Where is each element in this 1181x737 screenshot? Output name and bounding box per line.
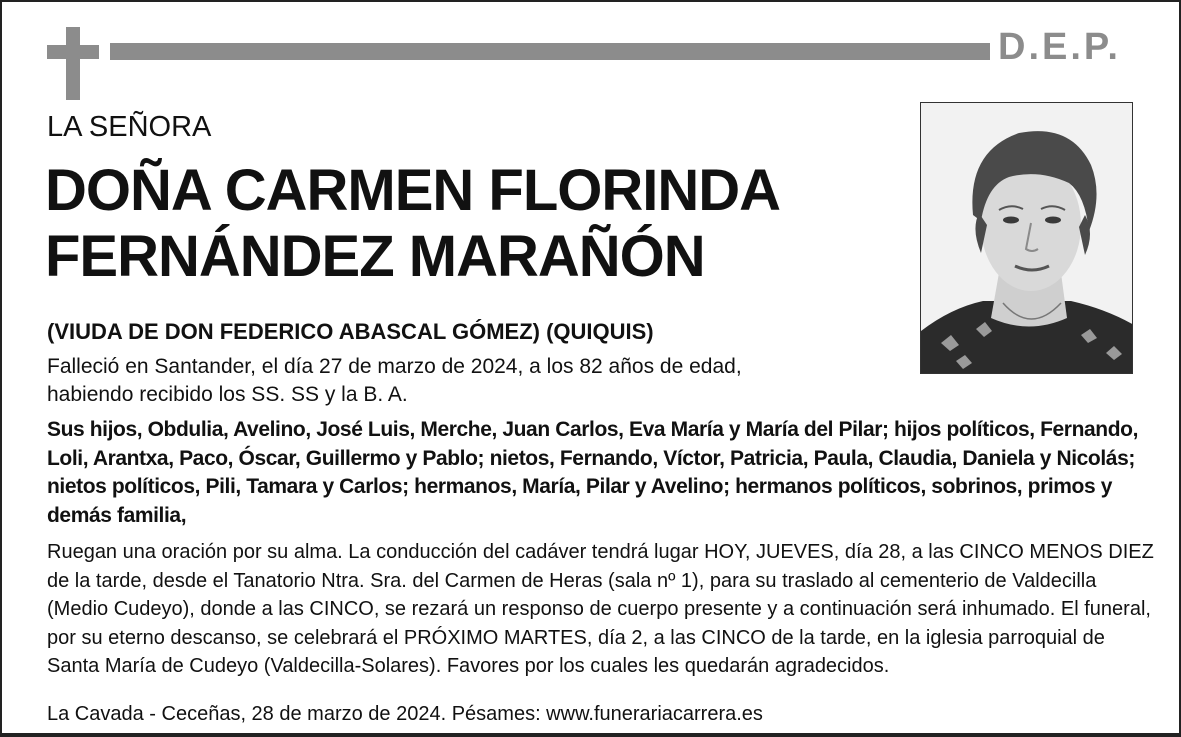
deceased-name <box>45 158 780 290</box>
portrait-image <box>921 103 1133 374</box>
funeral-details: Ruegan una oración por su alma. La conducción del cadáver tendrá lugar HOY, JUEVES, día 28, a las CINCO MENOS DIEZ de la tarde, desde el Tanatorio Ntra. Sra. del Carmen de Heras (sala nº 1), para su traslado al cementerio de Valdecilla (Medio Cudeyo), donde a las CINCO, se rezará un responso de cuerpo presente y a continuación será inhumado. El funeral, por su eterno descanso, se celebrará el PRÓXIMO MARTES, día 2, a las CINCO de la tarde, en la iglesia parroquial de Santa María de Cudeyo (Valdecilla-Solares). Favores por los cuales les quedarán agradecidos. <box>47 541 1154 677</box>
footer-line: La Cavada - Ceceñas, 28 de marzo de 2024. Pésames: www.funerariacarrera.es <box>47 703 763 725</box>
family-list: Sus hijos, Obdulia, Avelino, José Luis, Merche, Juan Carlos, Eva María y María del Pilar; hijos políticos, Fernando, Loli, Arantxa, Paco, Óscar, Guillermo y Pablo; nietos, Fernando, Víctor, Patricia, Paula, Claudia, Daniela y Nicolás; nietos políticos, Pili, Tamara y Carlos; hermanos, María, Pilar y Avelino; hermanos políticos, sobrinos, primos y demás familia, <box>47 418 1139 527</box>
name-line-1: DOÑA CARMEN FLORINDA <box>45 158 781 223</box>
portrait-photo <box>920 102 1133 374</box>
name-line-2: FERNÁNDEZ MARAÑÓN <box>45 224 705 289</box>
widow-of-line: (VIUDA DE DON FEDERICO ABASCAL GÓMEZ) (QUIQUIS) <box>47 319 654 344</box>
dep-heading: D.E.P. <box>998 26 1121 68</box>
death-notice: Falleció en Santander, el día 27 de marzo de 2024, a los 82 años de edad, habiendo recibido los SS. SS y la B. A. <box>47 355 742 406</box>
header-rule <box>110 43 990 60</box>
cross-icon <box>47 27 99 100</box>
intro-title: LA SEÑORA <box>47 111 212 143</box>
